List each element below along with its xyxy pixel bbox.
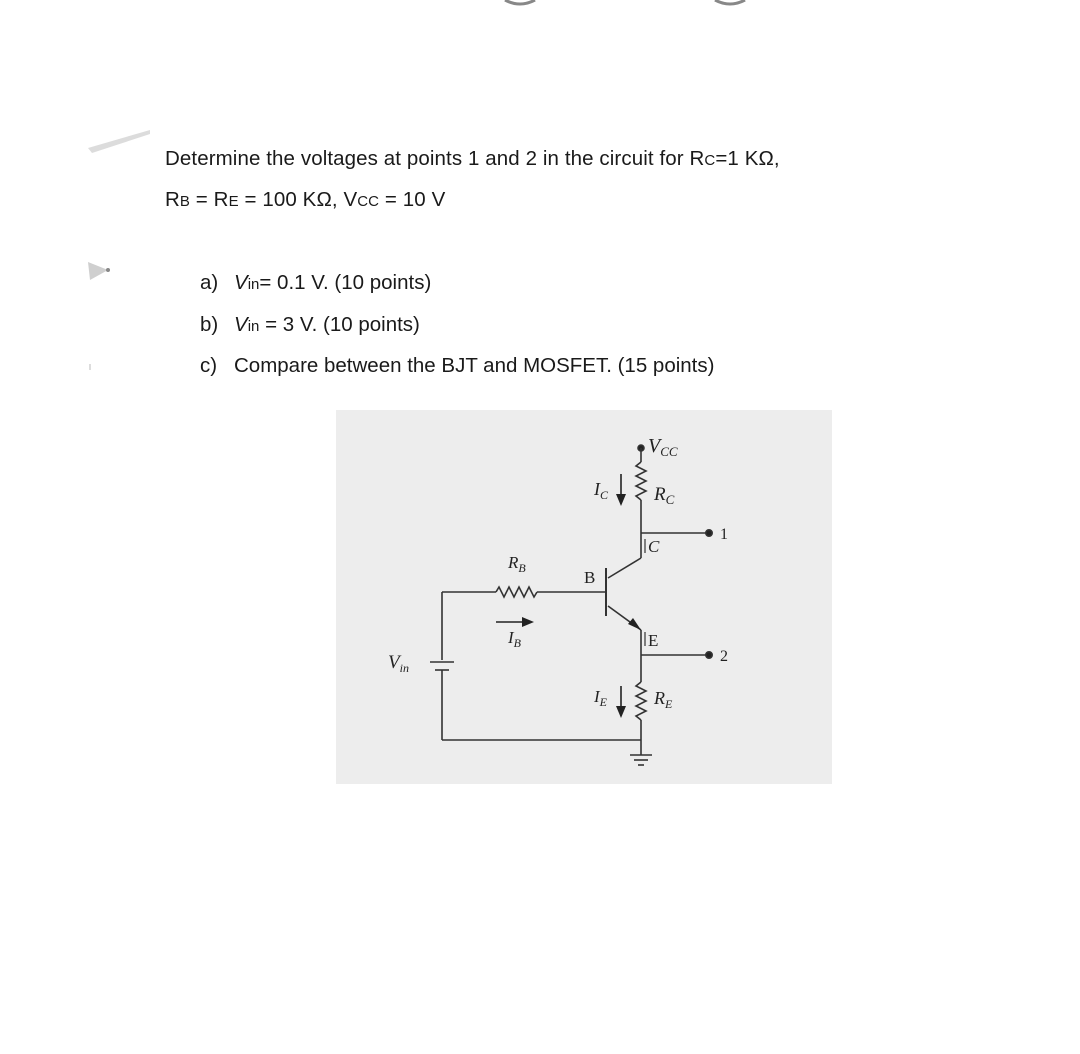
question-a: a) Vin= 0.1 V. (10 points): [200, 271, 432, 294]
point-1-node: [706, 530, 712, 536]
re-resistor: [636, 682, 646, 720]
rb-resistor: [496, 587, 537, 597]
rb-label: $R_B$: [508, 553, 526, 575]
circuit-diagram: [336, 410, 832, 784]
point-2-label: 2: [720, 648, 728, 665]
margin-marks: [0, 0, 160, 400]
clipped-top-content: [0, 0, 1080, 20]
point-1-label: 1: [720, 526, 728, 543]
rc-resistor: [636, 462, 646, 500]
ib-label: $I_B$: [508, 628, 522, 650]
bjt-circuit-figure: [336, 410, 832, 784]
re-label: $R_E$: [654, 688, 673, 711]
question-b: b) Vin = 3 V. (10 points): [200, 313, 420, 336]
collector-label: C: [648, 537, 660, 556]
point-2-node: [706, 652, 712, 658]
ie-label: $I_E$: [594, 687, 608, 709]
vcc-label: $V_{CC}$: [648, 435, 678, 459]
question-c: c) Compare between the BJT and MOSFET. (15 points): [200, 354, 715, 377]
emitter-label: E: [648, 631, 659, 650]
rc-label: $R_C$: [654, 484, 675, 507]
emitter-arrow: [628, 618, 641, 630]
problem-line-2: RB = RE = 100 KΩ, VCC = 10 V: [165, 188, 446, 211]
base-label: B: [584, 568, 596, 587]
ic-label: $I_C$: [594, 479, 609, 502]
problem-line-1: Determine the voltages at points 1 and 2 in the circuit for RC=1 KΩ,: [165, 147, 780, 170]
vin-label: $V_{in}$: [388, 652, 409, 675]
